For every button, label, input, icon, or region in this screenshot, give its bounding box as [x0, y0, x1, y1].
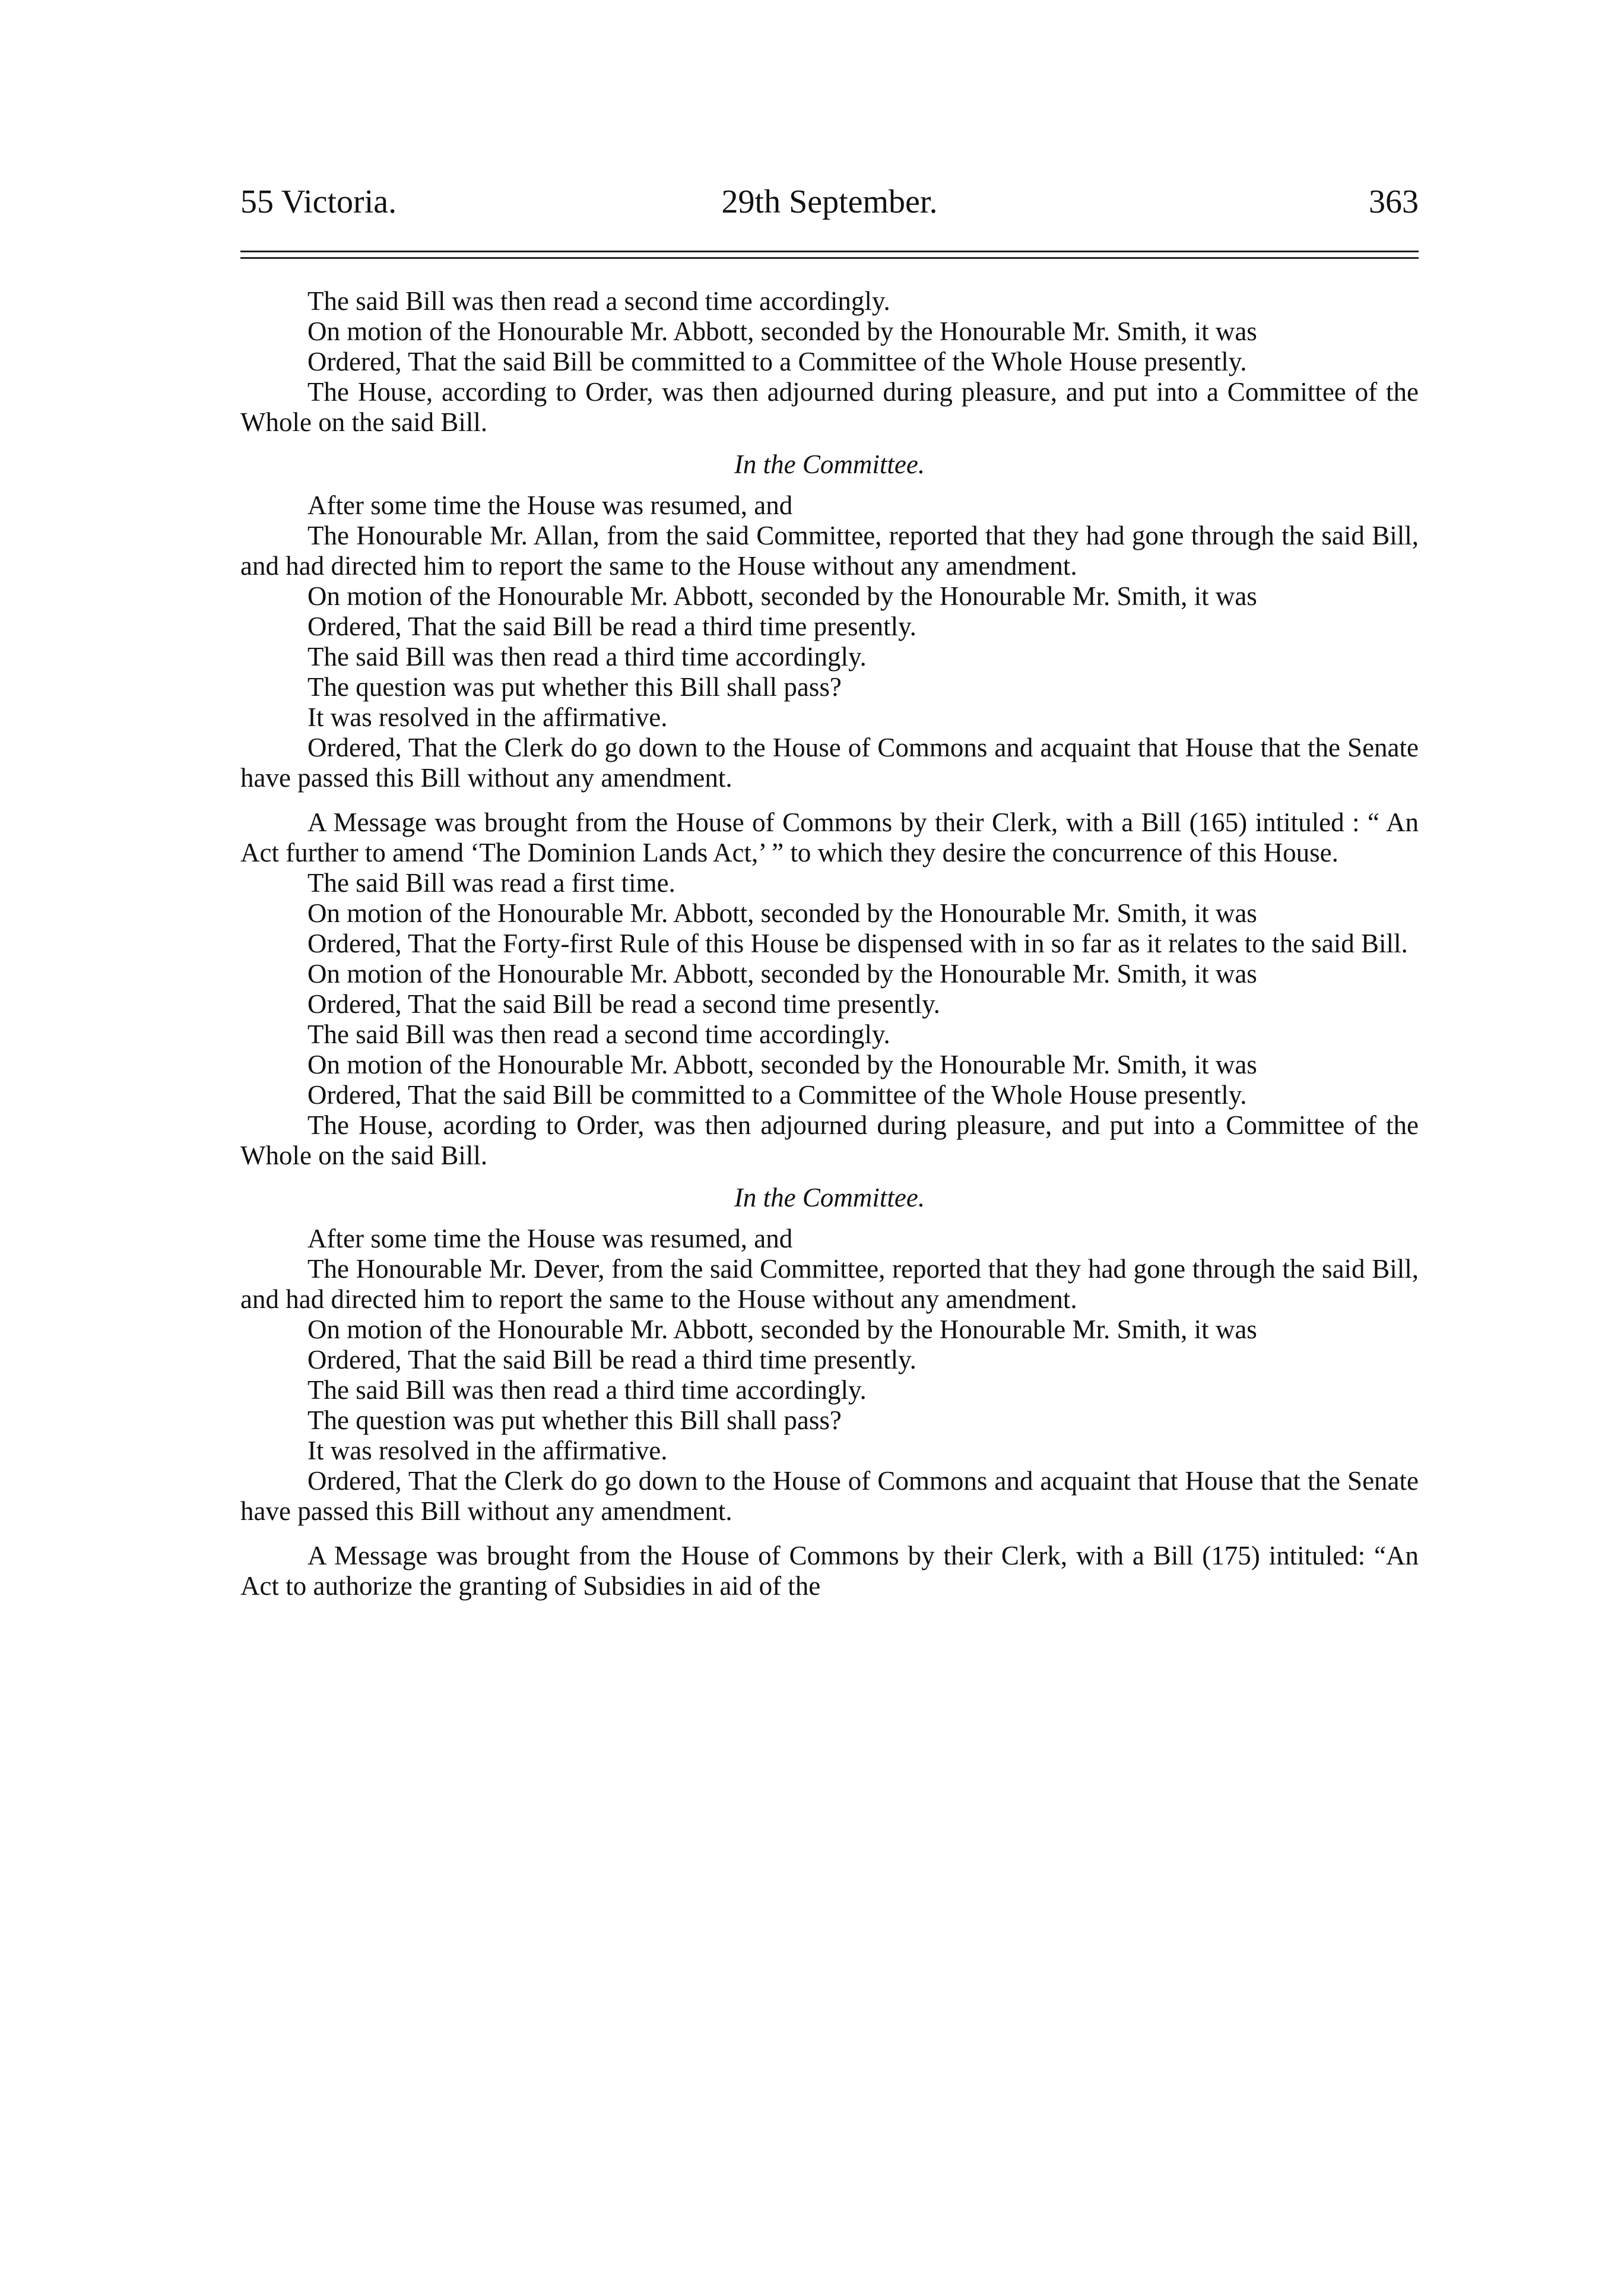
- paragraph: The Honourable Mr. Allan, from the said Committee, reported that they had gone through the said Bill, and had directed him to report the same to the House without any amendment.: [240, 521, 1419, 581]
- session-title: 55 Victoria.: [240, 183, 397, 220]
- paragraph: Ordered, That the said Bill be committed to a Committee of the Whole House presently.: [307, 1080, 1247, 1110]
- page-header: [240, 178, 1419, 226]
- header-rule: [240, 251, 1419, 259]
- paragraph: The said Bill was then read a second time accordingly.: [307, 286, 890, 316]
- section-heading: In the Committee.: [734, 449, 925, 479]
- journal-body: [240, 286, 1419, 1601]
- paragraph: The said Bill was then read a third time accordingly.: [307, 642, 867, 672]
- paragraph: Ordered, That the Clerk do go down to the House of Commons and acquaint that House that the Senate have passed this Bill without any amendment.: [240, 1466, 1419, 1526]
- journal-page: [240, 178, 1419, 1601]
- paragraph: A Message was brought from the House of Commons by their Clerk, with a Bill (165) intituled : “ An Act further to amend ‘The Dominion Lands Act,’ ” to which they desire the concurrence of this House.: [240, 807, 1419, 867]
- paragraph: On motion of the Honourable Mr. Abbott, seconded by the Honourable Mr. Smith, it was: [307, 1315, 1257, 1344]
- paragraph: Ordered, That the said Bill be committed to a Committee of the Whole House presently.: [307, 347, 1247, 376]
- paragraph: The said Bill was then read a second time accordingly.: [307, 1019, 890, 1049]
- page-number: 363: [1369, 183, 1419, 220]
- paragraph: A Message was brought from the House of Commons by their Clerk, with a Bill (175) intituled: “An Act to authorize the granting of Subsidies in aid of the: [240, 1541, 1419, 1601]
- paragraph: The question was put whether this Bill shall pass?: [307, 1405, 842, 1435]
- paragraph: After some time the House was resumed, and: [307, 1224, 793, 1253]
- paragraph: Ordered, That the said Bill be read a second time presently.: [307, 989, 940, 1019]
- paragraph: On motion of the Honourable Mr. Abbott, seconded by the Honourable Mr. Smith, it was: [307, 316, 1257, 346]
- paragraph: The House, acording to Order, was then adjourned during pleasure, and put into a Committee of the Whole on the said Bill.: [240, 1110, 1419, 1170]
- paragraph: On motion of the Honourable Mr. Abbott, seconded by the Honourable Mr. Smith, it was: [307, 898, 1257, 928]
- paragraph: The said Bill was then read a third time accordingly.: [307, 1375, 867, 1405]
- paragraph: The question was put whether this Bill shall pass?: [307, 672, 842, 702]
- paragraph: On motion of the Honourable Mr. Abbott, seconded by the Honourable Mr. Smith, it was: [307, 959, 1257, 989]
- paragraph: Ordered, That the said Bill be read a third time presently.: [307, 612, 916, 641]
- paragraph: Ordered, That the said Bill be read a third time presently.: [307, 1345, 916, 1375]
- paragraph: It was resolved in the affirmative.: [307, 1436, 668, 1465]
- paragraph: The said Bill was read a first time.: [307, 868, 675, 898]
- paragraph: On motion of the Honourable Mr. Abbott, seconded by the Honourable Mr. Smith, it was: [307, 581, 1257, 611]
- paragraph: After some time the House was resumed, and: [307, 490, 793, 520]
- paragraph: The House, according to Order, was then adjourned during pleasure, and put into a Committee of the Whole on the said Bill.: [240, 377, 1419, 437]
- paragraph: Ordered, That the Clerk do go down to the House of Commons and acquaint that House that the Senate have passed this Bill without any amendment.: [240, 733, 1419, 793]
- section-heading: In the Committee.: [734, 1183, 925, 1212]
- paragraph: On motion of the Honourable Mr. Abbott, seconded by the Honourable Mr. Smith, it was: [307, 1050, 1257, 1079]
- page-date: 29th September.: [721, 183, 938, 220]
- paragraph: The Honourable Mr. Dever, from the said Committee, reported that they had gone through the said Bill, and had directed him to report the same to the House without any amendment.: [240, 1254, 1419, 1314]
- paragraph: It was resolved in the affirmative.: [307, 702, 668, 732]
- paragraph: Ordered, That the Forty-first Rule of this House be dispensed with in so far as it relates to the said Bill.: [307, 929, 1408, 958]
